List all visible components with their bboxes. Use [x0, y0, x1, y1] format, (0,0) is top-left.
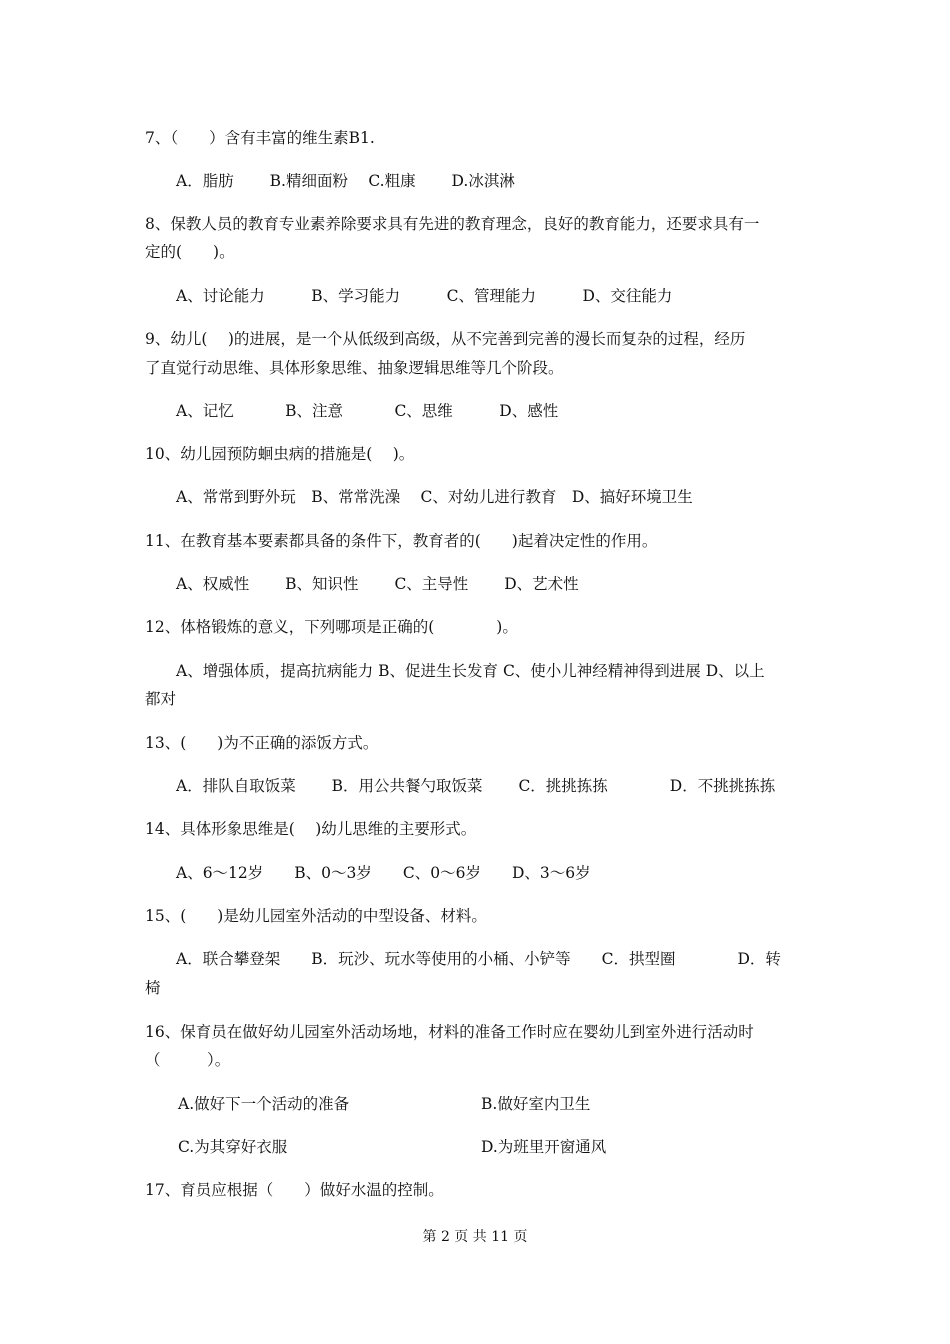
question-15-stem: 15、( )是幼儿园室外活动的中型设备、材料。	[145, 907, 487, 925]
question-16-stem-line-2: （ ）。	[145, 1051, 231, 1069]
question-14-stem: 14、具体形象思维是( )幼儿思维的主要形式。	[145, 820, 477, 838]
question-10-options: A、常常到野外玩 B、常常洗澡 C、对幼儿进行教育 D、搞好环境卫生	[176, 488, 693, 506]
question-17-stem: 17、育员应根据（ ）做好水温的控制。	[145, 1181, 444, 1199]
question-8-stem-line-2: 定的( )。	[145, 243, 235, 261]
question-15-options-line-1: A．联合攀登架 B．玩沙、玩水等使用的小桶、小铲等 C．拱型圈 D．转	[176, 950, 781, 968]
question-16-option-d: D.为班里开窗通风	[481, 1138, 607, 1156]
question-12-options-line-1: A、增强体质，提高抗病能力 B、促进生长发育 C、使小儿神经精神得到进展 D、以上	[176, 662, 765, 680]
question-16-stem-line-1: 16、保育员在做好幼儿园室外活动场地，材料的准备工作时应在婴幼儿到室外进行活动时	[145, 1023, 754, 1041]
question-9-options: A、记忆 B、注意 C、思维 D、感性	[176, 402, 559, 420]
question-13-stem: 13、( )为不正确的添饭方式。	[145, 734, 379, 752]
question-12-stem: 12、体格锻炼的意义，下列哪项是正确的( )。	[145, 618, 518, 636]
question-11-options: A、权威性 B、知识性 C、主导性 D、艺术性	[176, 575, 579, 593]
question-8-stem-line-1: 8、保教人员的教育专业素养除要求具有先进的教育理念，良好的教育能力，还要求具有一	[145, 215, 760, 233]
question-15-options-line-2: 椅	[145, 979, 161, 997]
question-9-stem-line-1: 9、幼儿( )的进展，是一个从低级到高级，从不完善到完善的漫长而复杂的过程，经历	[145, 330, 746, 348]
question-10-stem: 10、幼儿园预防蛔虫病的措施是( )。	[145, 445, 415, 463]
page-number-footer: 第 2 页 共 11 页	[422, 1229, 528, 1245]
question-14-options: A、6～12岁 B、0～3岁 C、0～6岁 D、3～6岁	[176, 864, 591, 882]
question-8-options: A、讨论能力 B、学习能力 C、管理能力 D、交往能力	[176, 287, 673, 305]
question-9-stem-line-2: 了直觉行动思维、具体形象思维、抽象逻辑思维等几个阶段。	[145, 359, 564, 377]
question-16-option-b: B.做好室内卫生	[481, 1095, 591, 1113]
question-16-option-a: A.做好下一个活动的准备	[178, 1095, 350, 1113]
question-7-options: A．脂肪 B.精细面粉 C.粗康 D.冰淇淋	[176, 172, 515, 190]
question-7-stem: 7、（ ）含有丰富的维生素B1.	[145, 129, 375, 147]
question-13-options: A．排队自取饭菜 B．用公共餐勺取饭菜 C．挑挑拣拣 D．不挑挑拣拣	[176, 777, 776, 795]
question-12-options-line-2: 都对	[145, 690, 177, 708]
question-11-stem: 11、在教育基本要素都具备的条件下，教育者的( )起着决定性的作用。	[145, 532, 658, 550]
question-16-option-c: C.为其穿好衣服	[178, 1138, 288, 1156]
